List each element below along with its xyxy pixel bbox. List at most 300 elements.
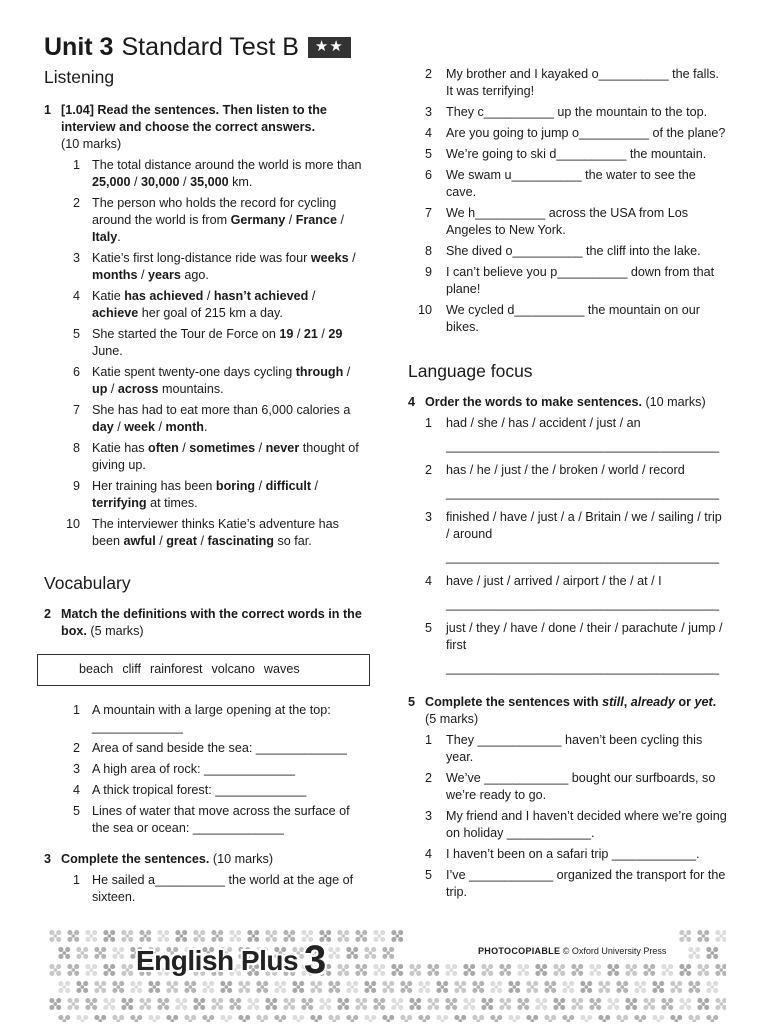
logo-number: 3 (304, 938, 327, 982)
list-item (44, 803, 362, 837)
pattern-shape (256, 1015, 268, 1022)
pattern-shape (58, 981, 70, 993)
pattern-shape (643, 998, 655, 1010)
pattern-shape (652, 981, 664, 993)
pattern-shape (454, 981, 466, 993)
pattern-shape (67, 930, 79, 942)
list-item (44, 402, 362, 436)
pattern-shape (391, 930, 403, 942)
right-column (408, 66, 728, 905)
item-number: 4 (424, 574, 432, 588)
list-item (44, 761, 362, 778)
pattern-shape (130, 1015, 142, 1022)
item-number: 10 (65, 517, 80, 531)
list-item (408, 846, 728, 863)
item-text: A thick tropical forest: _____________ (92, 783, 307, 797)
pattern-shape (499, 998, 511, 1010)
pattern-shape (589, 964, 601, 976)
item-number: 9 (72, 479, 80, 493)
pattern-shape (553, 998, 565, 1010)
instruction-text: Match the definitions with the correct words in the box. (61, 607, 362, 638)
item-number: 3 (424, 510, 432, 524)
task-number: 1 (44, 103, 52, 117)
pattern-shape (85, 998, 97, 1010)
pattern-shape (121, 964, 133, 976)
box-word: cliff (122, 662, 141, 676)
item-number: 5 (72, 804, 80, 818)
pattern-shape (148, 1015, 160, 1022)
list-item (408, 264, 728, 298)
item-number: 3 (72, 762, 80, 776)
pattern-shape (76, 981, 88, 993)
pattern-shape (346, 1015, 358, 1022)
item-text: Are you going to jump o__________ of the plane? (446, 126, 726, 140)
pattern-shape (616, 1015, 628, 1022)
list-item (44, 288, 362, 322)
pattern-shape (103, 964, 115, 976)
pattern-shape (94, 1015, 106, 1022)
item-number: 4 (72, 783, 80, 797)
list-item (44, 872, 362, 906)
pattern-shape (67, 964, 79, 976)
pattern-shape (355, 930, 367, 942)
pattern-shape (328, 947, 340, 959)
pattern-shape (355, 998, 367, 1010)
pattern-shape (562, 981, 574, 993)
pattern-shape (202, 1015, 214, 1022)
pattern-shape (571, 964, 583, 976)
pattern-shape (616, 981, 628, 993)
pattern-shape (544, 1015, 556, 1022)
item-number: 2 (424, 67, 432, 81)
item-text: Katie has often / sometimes / never thought of giving up. (92, 441, 359, 472)
pattern-shape (382, 981, 394, 993)
list-item (408, 205, 728, 239)
pattern-shape (625, 998, 637, 1010)
pattern-shape (409, 964, 421, 976)
item-text: Katie spent twenty-one days cycling through / up / across mountains. (92, 365, 351, 396)
item-text: We h__________ across the USA from Los Angeles to New York. (446, 206, 688, 237)
item-number: 4 (424, 847, 432, 861)
list-item (44, 364, 362, 398)
item-number: 2 (424, 771, 432, 785)
list-item (44, 478, 362, 512)
item-number: 1 (72, 158, 80, 172)
item-number: 8 (72, 441, 80, 455)
pattern-shape (463, 998, 475, 1010)
pattern-shape (121, 998, 133, 1010)
vocab-definition-list (44, 702, 362, 837)
pattern-shape (103, 998, 115, 1010)
item-text: I can’t believe you p__________ down from that plane! (446, 265, 715, 296)
item-text: Katie’s first long-distance ride was four weeks / months / years ago. (92, 251, 356, 282)
item-number: 1 (424, 733, 432, 747)
pattern-shape (652, 1015, 664, 1022)
pattern-shape (382, 1015, 394, 1022)
task-1-instruction (44, 102, 362, 153)
pattern-shape (688, 981, 700, 993)
pattern-shape (490, 981, 502, 993)
pattern-shape (139, 998, 151, 1010)
task-number: 5 (408, 695, 416, 709)
pattern-shape (706, 981, 718, 993)
pattern-shape (184, 1015, 196, 1022)
pattern-shape (58, 1015, 70, 1022)
pattern-shape (409, 998, 421, 1010)
item-number: 5 (72, 327, 80, 341)
pattern-shape (373, 930, 385, 942)
task-2-instruction (44, 606, 362, 640)
pattern-shape (364, 947, 376, 959)
answer-line: _______________________________________ (446, 661, 720, 675)
pattern-shape (580, 981, 592, 993)
pattern-shape (679, 964, 691, 976)
item-text: The total distance around the world is more than 25,000 / 30,000 / 35,000 km. (92, 158, 362, 189)
pattern-shape (85, 964, 97, 976)
item-number: 10 (417, 303, 432, 317)
pattern-shape (508, 1015, 520, 1022)
item-text: The person who holds the record for cycling around the world is from Germany / France / Italy. (92, 196, 345, 244)
box-word: beach (79, 662, 114, 676)
list-item (44, 157, 362, 191)
instruction-text: Order the words to make sentences. (425, 395, 642, 409)
pattern-shape (382, 947, 394, 959)
pattern-shape (643, 964, 655, 976)
list-item (408, 867, 728, 901)
pattern-shape (688, 947, 700, 959)
pattern-shape (634, 981, 646, 993)
pattern-shape (373, 964, 385, 976)
list-item (44, 702, 362, 736)
item-number: 1 (72, 703, 80, 717)
item-number: 3 (424, 105, 432, 119)
item-number: 2 (72, 741, 80, 755)
pattern-shape (391, 964, 403, 976)
pattern-shape (274, 1015, 286, 1022)
pattern-shape (58, 947, 70, 959)
pattern-shape (94, 981, 106, 993)
item-text: My friend and I haven’t decided where we’re going on holiday ____________. (446, 809, 727, 840)
answer-line: _______________________________________ (446, 486, 720, 500)
pattern-shape (238, 1015, 250, 1022)
pattern-shape (175, 998, 187, 1010)
photocopiable-notice (476, 946, 668, 956)
list-item (44, 516, 362, 550)
left-column (44, 66, 362, 910)
pattern-shape (112, 947, 124, 959)
pattern-shape (373, 998, 385, 1010)
pattern-shape (94, 947, 106, 959)
pattern-shape (589, 998, 601, 1010)
pattern-shape (193, 998, 205, 1010)
pattern-shape (535, 998, 547, 1010)
pattern-shape (526, 981, 538, 993)
item-number: 1 (72, 873, 80, 887)
list-item (408, 415, 728, 455)
pattern-shape (445, 998, 457, 1010)
pattern-shape (391, 998, 403, 1010)
task-4-instruction (408, 394, 728, 411)
pattern-shape (544, 981, 556, 993)
pattern-shape (355, 964, 367, 976)
pattern-shape (715, 964, 726, 976)
complete-sentences-list (44, 872, 362, 906)
item-text: We swam u__________ the water to see the cave. (446, 168, 696, 199)
pattern-shape (706, 1015, 718, 1022)
pattern-shape (220, 1015, 232, 1022)
task-3-instruction (44, 851, 362, 868)
pattern-shape (715, 930, 726, 942)
pattern-shape (607, 964, 619, 976)
answer-line: _______________________________________ (446, 550, 720, 564)
item-text: We cycled d__________ the mountain on our bikes. (446, 303, 700, 334)
task-5-instruction (408, 694, 728, 728)
pattern-shape (697, 964, 709, 976)
task-number: 4 (408, 395, 416, 409)
pattern-shape (112, 981, 124, 993)
list-item (408, 125, 728, 142)
marks-label: (5 marks) (425, 712, 479, 726)
pattern-shape (157, 998, 169, 1010)
pattern-shape (508, 981, 520, 993)
list-item (408, 808, 728, 842)
pattern-shape (400, 1015, 412, 1022)
pattern-shape (535, 964, 547, 976)
marks-label: (10 marks) (61, 137, 122, 151)
pattern-shape (85, 930, 97, 942)
pattern-shape (499, 964, 511, 976)
item-number: 3 (72, 251, 80, 265)
pattern-shape (472, 981, 484, 993)
pattern-shape (607, 998, 619, 1010)
word-box (37, 654, 370, 686)
section-heading-listening: Listening (44, 67, 115, 87)
pattern-shape (337, 930, 349, 942)
english-plus-logo (136, 938, 326, 983)
pattern-shape (328, 1015, 340, 1022)
footer-banner (44, 926, 726, 1022)
list-item (408, 620, 728, 677)
box-word: waves (263, 662, 300, 676)
pattern-shape (436, 981, 448, 993)
pattern-shape (436, 1015, 448, 1022)
pattern-shape (328, 981, 340, 993)
item-text: has / he / just / the / broken / world / record _______________________________________ (432, 462, 728, 502)
item-text: My brother and I kayaked o__________ the falls. It was terrifying! (446, 67, 720, 98)
list-item (44, 740, 362, 757)
unit-label: Unit 3 (44, 32, 114, 61)
pattern-shape (679, 930, 691, 942)
item-number: 9 (424, 265, 432, 279)
box-word: rainforest (150, 662, 203, 676)
pattern-shape (310, 1015, 322, 1022)
logo-text: English Plus (136, 944, 299, 976)
item-text: Area of sand beside the sea: _____________ (92, 741, 347, 755)
pattern-shape (265, 998, 277, 1010)
item-text: Lines of water that move across the surface of the sea or ocean: _____________ (92, 804, 350, 835)
pattern-shape (292, 1015, 304, 1022)
item-number: 2 (424, 463, 432, 477)
pattern-shape (301, 998, 313, 1010)
test-title: Standard Test B (121, 32, 299, 61)
pattern-shape (103, 930, 115, 942)
pattern-shape (364, 981, 376, 993)
pattern-shape (49, 964, 61, 976)
complete-sentences-list-continued (408, 66, 728, 336)
pattern-shape (463, 964, 475, 976)
item-number: 8 (424, 244, 432, 258)
answer-line: _______________________________________ (446, 597, 720, 611)
item-text: He sailed a__________ the world at the age of sixteen. (92, 873, 354, 904)
pattern-shape (625, 964, 637, 976)
pattern-shape (49, 930, 61, 942)
instruction-text: Complete the sentences with still, already or yet. (425, 695, 717, 709)
pattern-shape (337, 964, 349, 976)
section-heading-vocabulary: Vocabulary (44, 573, 131, 593)
item-text: She dived o__________ the cliff into the lake. (446, 244, 701, 258)
pattern-shape (211, 998, 223, 1010)
difficulty-stars: ★★ (308, 37, 351, 58)
item-text: finished / have / just / a / Britain / we / sailing / trip / around _______________________________________ (432, 509, 728, 566)
item-text: I haven’t been on a safari trip ____________. (446, 847, 700, 861)
pattern-shape (670, 981, 682, 993)
photocopiable-label: PHOTOCOPIABLE (478, 946, 561, 956)
pattern-shape (247, 998, 259, 1010)
pattern-shape (481, 964, 493, 976)
pattern-shape (427, 998, 439, 1010)
item-text: We’re going to ski d__________ the mountain. (446, 147, 707, 161)
marks-label: (10 marks) (212, 852, 274, 866)
list-item (408, 243, 728, 260)
pattern-shape (571, 998, 583, 1010)
pattern-shape (229, 998, 241, 1010)
pattern-shape (517, 998, 529, 1010)
pattern-shape (562, 1015, 574, 1022)
item-number: 3 (424, 809, 432, 823)
item-number: 2 (72, 196, 80, 210)
item-number: 7 (72, 403, 80, 417)
answer-blank: _____________ (92, 720, 184, 734)
item-text: had / she / has / accident / just / an _______________________________________ (432, 415, 728, 455)
list-item (44, 782, 362, 799)
pattern-shape (634, 1015, 646, 1022)
page-header (44, 30, 351, 64)
pattern-shape (346, 947, 358, 959)
pattern-shape (553, 964, 565, 976)
item-text: They c__________ up the mountain to the top. (446, 105, 708, 119)
list-item (408, 146, 728, 163)
pattern-shape (715, 998, 726, 1010)
item-number: 1 (424, 416, 432, 430)
list-item (44, 440, 362, 474)
item-number: 5 (424, 147, 432, 161)
pattern-shape (112, 1015, 124, 1022)
item-text: The interviewer thinks Katie’s adventure has been awful / great / fascinating so far. (92, 517, 339, 548)
item-number: 6 (72, 365, 80, 379)
item-number: 5 (424, 621, 432, 635)
list-item (44, 326, 362, 360)
list-item (408, 732, 728, 766)
item-text: Katie has achieved / hasn’t achieved / achieve her goal of 215 km a day. (92, 289, 316, 320)
pattern-shape (346, 981, 358, 993)
list-item (408, 302, 728, 336)
box-word: volcano (211, 662, 255, 676)
pattern-shape (472, 1015, 484, 1022)
answer-line: _______________________________________ (446, 439, 720, 453)
pattern-shape (481, 998, 493, 1010)
instruction-text: Complete the sentences. (61, 852, 210, 866)
item-text: just / they / have / done / their / parachute / jump / first _______________________________________ (432, 620, 728, 677)
listening-question-list (44, 157, 362, 550)
pattern-shape (76, 1015, 88, 1022)
pattern-shape (283, 998, 295, 1010)
pattern-shape (526, 1015, 538, 1022)
pattern-shape (706, 947, 718, 959)
pattern-shape (598, 1015, 610, 1022)
item-text: Her training has been boring / difficult / terrifying at times. (92, 479, 319, 510)
marks-label: (5 marks) (90, 624, 144, 638)
pattern-shape (580, 1015, 592, 1022)
item-number: 4 (424, 126, 432, 140)
list-item (44, 195, 362, 246)
item-text: She started the Tour de Force on 19 / 21 / 29 June. (92, 327, 343, 358)
list-item (408, 66, 728, 100)
pattern-shape (679, 998, 691, 1010)
pattern-shape (517, 964, 529, 976)
list-item (408, 104, 728, 121)
pattern-shape (319, 998, 331, 1010)
pattern-shape (445, 964, 457, 976)
pattern-shape (661, 964, 673, 976)
pattern-shape (661, 998, 673, 1010)
pattern-shape (121, 930, 133, 942)
item-number: 4 (72, 289, 80, 303)
pattern-shape (598, 981, 610, 993)
still-already-yet-list (408, 732, 728, 901)
item-number: 7 (424, 206, 432, 220)
list-item (408, 167, 728, 201)
list-item (44, 250, 362, 284)
pattern-shape (697, 998, 709, 1010)
item-text: A high area of rock: _____________ (92, 762, 296, 776)
pattern-shape (697, 930, 709, 942)
order-words-list (408, 415, 728, 677)
section-heading-language-focus: Language focus (408, 361, 533, 381)
pattern-shape (427, 964, 439, 976)
item-text: I’ve ____________ organized the transport for the trip. (446, 868, 726, 899)
pattern-shape (688, 1015, 700, 1022)
pattern-shape (166, 1015, 178, 1022)
pattern-shape (418, 1015, 430, 1022)
pattern-shape (400, 981, 412, 993)
pattern-shape (490, 1015, 502, 1022)
item-text: A mountain with a large opening at the top: _____________ (80, 702, 362, 736)
pattern-shape (49, 998, 61, 1010)
marks-label: (10 marks) (645, 395, 706, 409)
task-number: 2 (44, 607, 52, 621)
list-item (408, 573, 728, 613)
list-item (408, 462, 728, 502)
task-number: 3 (44, 852, 52, 866)
pattern-shape (454, 1015, 466, 1022)
pattern-shape (364, 1015, 376, 1022)
item-text: She has had to eat more than 6,000 calories a day / week / month. (92, 403, 351, 434)
pattern-shape (76, 947, 88, 959)
item-number: 6 (424, 168, 432, 182)
item-text: have / just / arrived / airport / the / at / I _______________________________________ (432, 573, 728, 613)
list-item (408, 509, 728, 566)
pattern-shape (670, 1015, 682, 1022)
